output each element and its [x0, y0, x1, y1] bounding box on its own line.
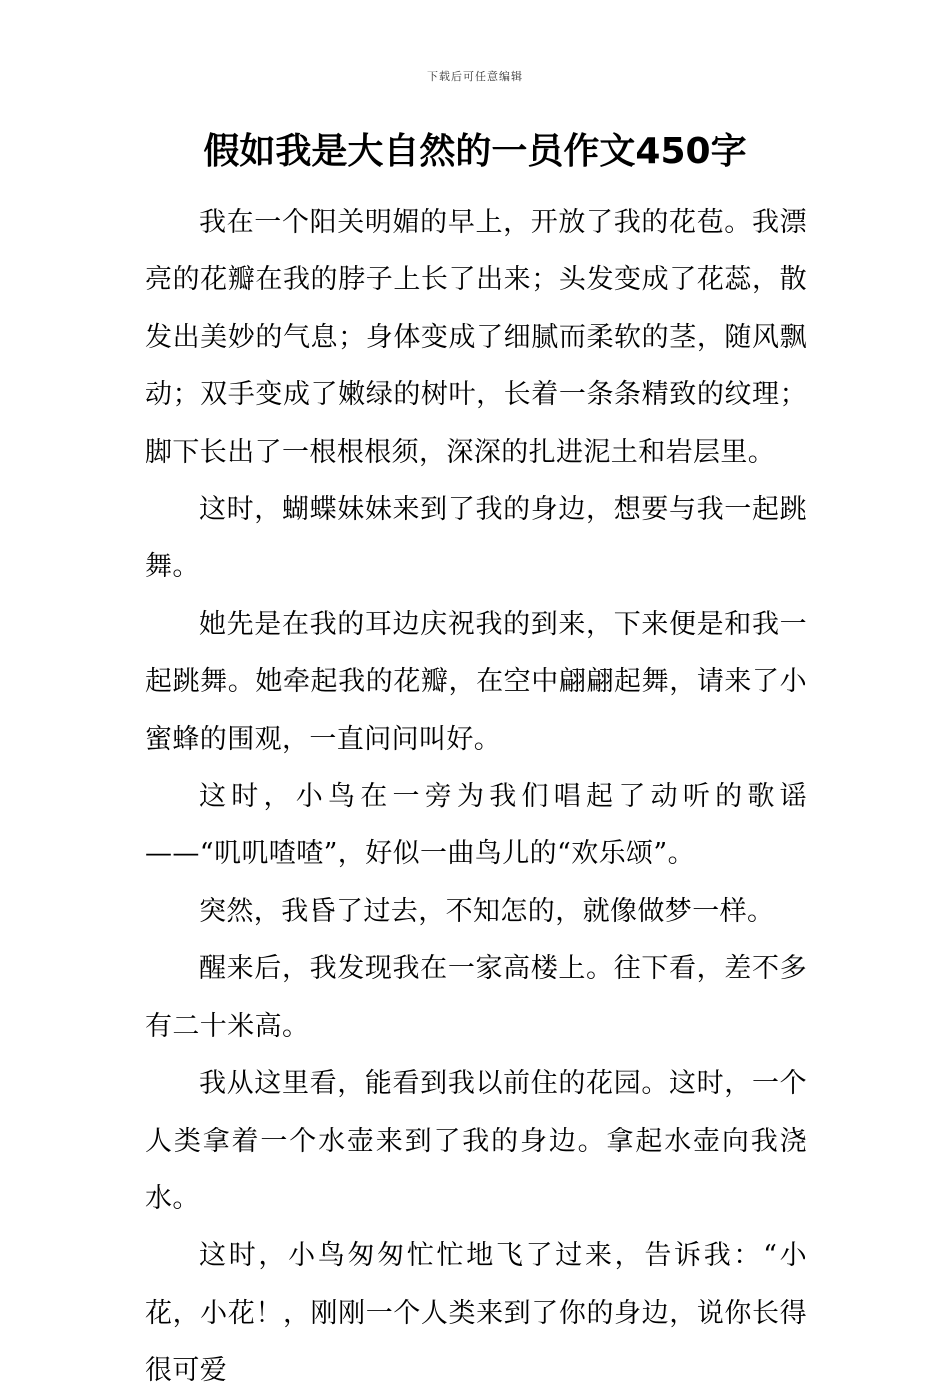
- paragraph-2: 这时，蝴蝶妹妹来到了我的身边，想要与我一起跳舞。: [145, 494, 807, 583]
- paragraph-8: 这时，小鸟匆匆忙忙地飞了过来，告诉我：“小花，小花！，刚刚一个人类来到了你的身边，说你长得很可爱: [145, 1240, 807, 1387]
- paragraph-5: 突然，我昏了过去，不知怎的，就像做梦一样。: [199, 895, 775, 927]
- paragraph-4: 这时，小鸟在一旁为我们唱起了动听的歌谣——“叽叽喳喳”，好似一曲鸟儿的“欢乐颂”。: [145, 781, 807, 870]
- paragraph-6: 醒来后，我发现我在一家高楼上。往下看，差不多有二十米高。: [145, 953, 807, 1042]
- paragraph-3: 她先是在我的耳边庆祝我的到来，下来便是和我一起跳舞。她牵起我的花瓣，在空中翩翩起舞，请来了小蜜蜂的围观，一直问问叫好。: [145, 608, 807, 755]
- paragraph-1: 我在一个阳关明媚的早上，开放了我的花苞。我漂亮的花瓣在我的脖子上长了出来；头发变成了花蕊，散发出美妙的气息；身体变成了细腻而柔软的茎，随风飘动；双手变成了嫩绿的树叶，长着一条条精致的纹理；脚下长出了一根根根须，深深的扎进泥土和岩层里。: [145, 207, 807, 468]
- document-title: 假如我是大自然的一员作文450字: [203, 131, 747, 172]
- header-note: 下载后可任意编辑: [427, 70, 523, 83]
- paragraph-7: 我从这里看，能看到我以前住的花园。这时，一个人类拿着一个水壶来到了我的身边。拿起水壶向我浇水。: [145, 1068, 807, 1214]
- document-body: [145, 194, 807, 1400]
